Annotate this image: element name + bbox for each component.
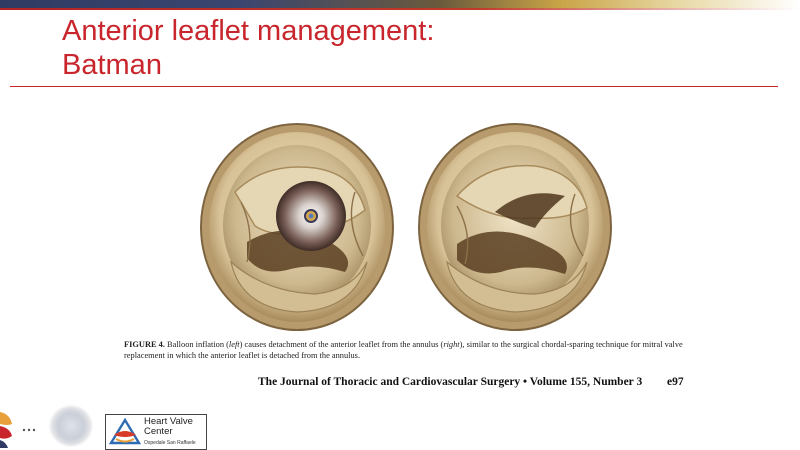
top-accent-bar [0,0,800,8]
figure-caption [124,339,694,361]
journal-name: The Journal of Thoracic and Cardiovascular Surgery • Volume 155, Number 3 [258,376,643,388]
figure-label: FIGURE 4. [124,340,165,349]
top-accent-line [0,8,800,10]
hospital-logo [0,404,44,450]
title-divider [10,86,778,87]
valve-illustration-left [201,124,393,330]
blurred-emblem [50,406,92,446]
caption-right: right [443,340,460,349]
caption-text-2: ) causes detachment of the anterior leaflet from the annulus ( [239,340,444,349]
valve-figure [195,122,625,332]
hv-logo-title [144,417,193,437]
heart-valve-center-icon [108,417,142,447]
title-line-2: Batman [62,49,162,81]
hv-logo-line1: Heart Valve [144,416,193,427]
caption-left: left [228,340,240,349]
hv-logo-line2: Center [144,426,173,437]
valve-illustration-right [419,124,611,330]
caption-text-1: Balloon inflation ( [164,340,229,349]
caption-text-3: ), similar to the surgical chordal-sparing technique for mitral valve replacement in which the anterior leaflet is detached from the annulus. [124,340,683,360]
page-title [62,14,434,82]
valve-figure-image [195,122,625,332]
hv-logo-subtitle: Ospedale San Raffaele [144,440,196,446]
heart-valve-center-logo [105,414,207,450]
journal-citation [258,376,684,388]
title-line-1: Anterior leaflet management: [62,15,435,47]
page-number: e97 [667,376,684,388]
